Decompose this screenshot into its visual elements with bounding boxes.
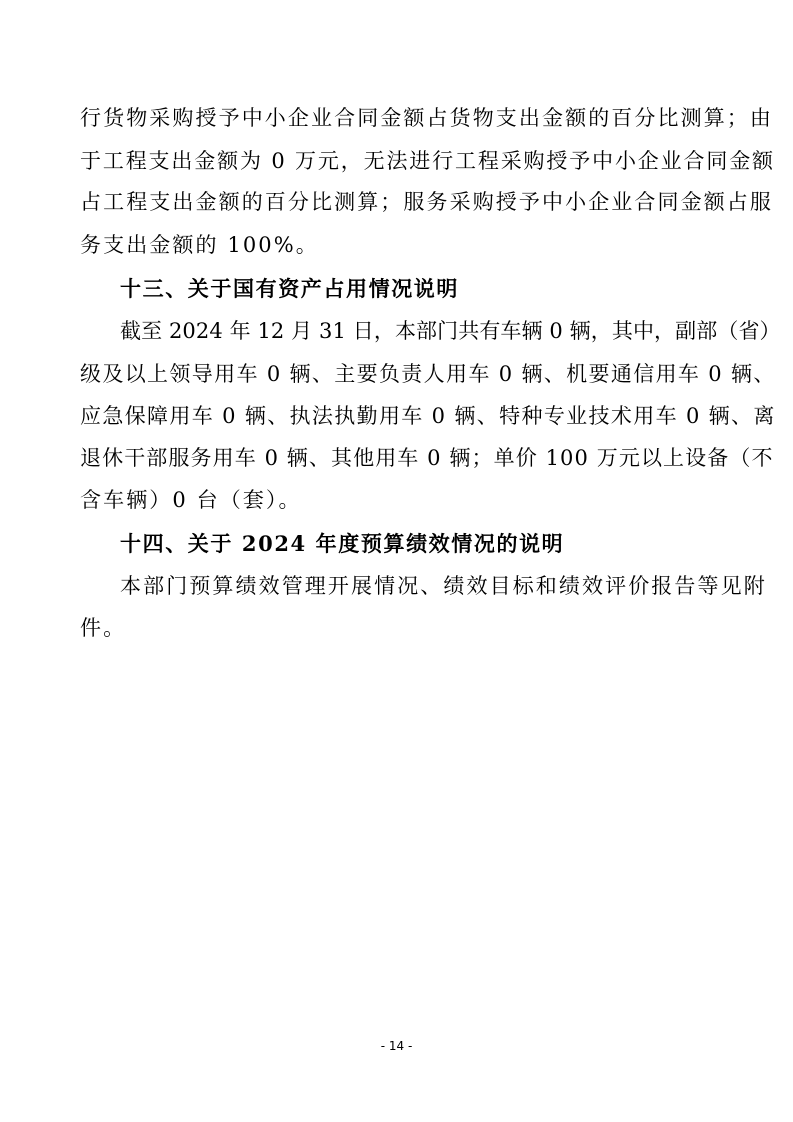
page-number: - 14 -	[380, 1039, 413, 1053]
section-heading-13: 十三、关于国有资产占用情况说明	[120, 276, 459, 301]
paragraph-assets-line-1: 截至 2024 年 12 月 31 日，本部门共有车辆 0 辆，其中，副部（省）	[120, 319, 781, 343]
paragraph-procurement-line-4: 务支出金额的 100%。	[80, 233, 319, 257]
paragraph-assets-line-2: 级及以上领导用车 0 辆、主要负责人用车 0 辆、机要通信用车 0 辆、	[80, 362, 776, 386]
paragraph-procurement-line-3: 占工程支出金额的百分比测算；服务采购授予中小企业合同金额占服	[80, 190, 773, 214]
paragraph-performance-line-2: 件。	[80, 616, 127, 640]
paragraph-assets-line-4: 退休干部服务用车 0 辆、其他用车 0 辆；单价 100 万元以上设备（不	[80, 446, 774, 470]
paragraph-assets-line-3: 应急保障用车 0 辆、执法执勤用车 0 辆、特种专业技术用车 0 辆、离	[80, 404, 776, 428]
section-heading-14: 十四、关于 2024 年度预算绩效情况的说明	[120, 531, 565, 556]
paragraph-procurement-line-2: 于工程支出金额为 0 万元，无法进行工程采购授予中小企业合同金额	[80, 149, 775, 173]
paragraph-procurement-line-1: 行货物采购授予中小企业合同金额占货物支出金额的百分比测算；由	[80, 106, 773, 130]
paragraph-assets-line-5: 含车辆）0 台（套）。	[80, 488, 302, 512]
paragraph-performance-line-1: 本部门预算绩效管理开展情况、绩效目标和绩效评价报告等见附	[120, 574, 767, 598]
